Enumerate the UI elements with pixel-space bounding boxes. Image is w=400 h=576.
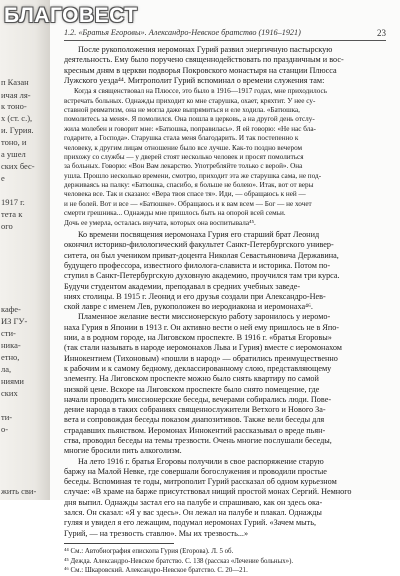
gutter-text-line: п Казан — [1, 77, 29, 87]
watermark-logo: БЛАГОВЕСТ — [4, 4, 138, 27]
gutter-text-line: х (ст. с.), — [1, 113, 33, 123]
quote-line: смерти грешника... Однажды мне пришлось быть на опорой всей семьи. — [64, 209, 286, 218]
para3-line: начали проводить миссионерские беседы, вечерами собирались люди. Пове- — [64, 394, 332, 404]
para2-line: окончил историко-филологический факультет Санкт-Петербургского универ- — [64, 240, 334, 250]
para1-line: деятельность. Ему было поручено священнодействовать по праздничным и вос- — [64, 55, 344, 65]
para4-line: баржу на Малой Невке, где совершали богослужения и проводили простые — [64, 466, 327, 476]
gutter-text-line: кафе- — [1, 304, 21, 314]
para2-line: будущего профессора, известного филолога-слависта и историка. Потом по- — [64, 260, 331, 270]
gutter-text-line: ичая ля- — [1, 90, 31, 100]
para3-line: (так стали называть в народе иеромонахов Льва и Гурия) вместе с иеромонахом — [64, 343, 342, 353]
para3-line: низкой цене. Вскоре на Лиговском проспекте было снято помещение, где — [64, 384, 320, 394]
body-text — [64, 45, 390, 576]
paragraph-3 — [64, 312, 390, 456]
quote-block — [64, 87, 390, 228]
para2-line: Ко времени посвящения иеромонаха Гурия его старший брат Леонид — [78, 230, 320, 240]
gutter-text-line: тета к — [1, 209, 23, 219]
quote-line: и не болей. Вот и все — «Батюшке». Обращаюсь и к вам всем — Бог — не хочет — [64, 199, 312, 208]
gutter-text-line: етно, — [1, 352, 20, 362]
quote-line: жила молебен и говорит мне: «Батюшка, поправилась». Я ей говорю: «Не нас бла- — [64, 124, 316, 133]
header-rule — [64, 40, 386, 41]
para3-line: дение народа в таких собраниях священнослужители Ветхого и Нового За- — [64, 405, 326, 415]
para4-line: зался. Он сказал: «Я у вас здесь». Он лежал на палубе и плакал. Однажды — [64, 508, 322, 518]
gutter-text-line: сти- — [1, 328, 16, 338]
quote-line: ставной ревматизм, она не могла даже выпрямиться и еле ходила. «Батюшка, — [64, 105, 300, 114]
quote-line: прихожу со службы — у дверей стоят несколько человек и просят помолиться — [64, 152, 304, 161]
para4-line: беседы. Вспоминая те годы, митрополит Гурий рассказал об одном курьезном — [64, 477, 337, 487]
para4-line: На лето 1916 г. братья Егоровы получили в свое распоряжение старую — [78, 456, 324, 466]
para3-line: страдавших пьянством. Иеромонах Иннокентий рассказывал о вреде пьян- — [64, 425, 326, 435]
quote-line: годарите, а Господа». Старушка стала меня благодарить. И так постепенно к — [64, 134, 299, 143]
para3-line: к рабочим и к самому бедному, деклассированному слою, представляющему — [64, 363, 332, 373]
footnote-rule — [64, 543, 174, 544]
footnotes — [64, 543, 390, 576]
para2-line: Будучи студентом академии, преподавал в средних учебных заведе- — [64, 281, 301, 291]
page-number: 23 — [377, 28, 386, 38]
gutter-text-line: ИЗ ГУ- — [1, 316, 28, 326]
gutter-text-line: ниями — [1, 376, 24, 386]
footnote-list — [64, 547, 390, 576]
gutter-text-line: ника- — [1, 340, 21, 350]
para3-line: нии, а в родном городе, на Лиговском проспекте. В 1916 г. «братья Егоровы» — [64, 333, 332, 343]
para4-line: гуляя и увидел я его лежащим, подумал иеромонах Гурий. «Зачем мыть, — [64, 518, 316, 528]
quote-line: человеку, к другим лицам отношение было все лучше. Как-то поздно вечером — [64, 143, 303, 152]
paragraph-2 — [64, 230, 390, 312]
para3-line: ства, проводил беседы на темы трезвости. Очень многие послушали беседы, — [64, 435, 332, 445]
para1-line: После рукоположения иеромонах Гурий развил энергичную пастырскую — [78, 45, 333, 54]
book-page — [50, 0, 400, 575]
quote-line: ушла. Прошло несколько времени, смотрю, приходит эта же старушка сама, не под- — [64, 171, 322, 180]
para3-line: вета и сопровождая беседы показом диапозитивов. Также вели беседы для — [64, 415, 325, 425]
para2-line: ниях столицы. В 1915 г. Леонид и его друзья создали при Александро-Нев- — [64, 291, 326, 301]
adjacent-page-margin — [0, 0, 50, 500]
para4-line: случае: «В храме на барже присутствовал нищий простой монах Сергий. Немного — [64, 487, 352, 497]
para3-line: наха Гурия в Японии в 1913 г. Он активно вести о ней ему пришлось не в Япо- — [64, 322, 340, 332]
quote-line: Дочь ее умерла, осталась внучата, которых она воспитывала⁴⁵. — [64, 218, 256, 227]
para4-line: дня выпил. Однажды застал его на палубе и спрашиваю, как он здесь ока- — [64, 497, 323, 507]
gutter-text-line: ских бес- — [1, 161, 35, 171]
para4-line: Гурий, — на трезвость ставлю». Мы их трезвость...» — [64, 528, 249, 538]
gutter-text-line: ти- — [1, 412, 13, 422]
para1-line: кресным дням в церкви подворья Покровского монастыря на станции Плюсса — [64, 65, 337, 75]
para1-line: Лужского уезда⁴⁴. Митрополит Гурий вспоминал о времени служения там: — [64, 75, 325, 85]
gutter-text-line: е — [1, 173, 5, 183]
quote-line: за больных. Говорю: «Вон Вам лекарство. Употребляйте только с верой». Она — [64, 162, 303, 171]
para2-line: ситета, он был учеником приват-доцента Николая Севастьяновича Державина, — [64, 250, 339, 260]
para3-line: Пламенное желание вести миссионерскую работу заронилось у иеромо- — [78, 312, 331, 322]
quote-line: помолитесь за меня». Я помолился. Она пошла в церковь, а на другой день отслу- — [64, 115, 315, 124]
footnotes-line: ⁴⁵ Дежда. Александро-Невское братство. С. 138 (рассказ «Лечение больных»). — [64, 557, 294, 565]
gutter-text-line: к тоно- — [1, 101, 27, 111]
gutter-text-line: ла, — [1, 364, 12, 374]
gutter-text-line: тоно, и — [1, 137, 27, 147]
footnotes-line: ⁴⁶ См.: Шкаровский. Александро-Невское братство. С. 20—21. — [64, 567, 248, 575]
gutter-text-line: 1917 г. — [1, 197, 25, 207]
gutter-text-line: о- — [1, 424, 9, 434]
paragraph-1 — [64, 45, 390, 86]
gutter-text-line: а ушел — [1, 149, 26, 159]
gutter-text-line: и. Гурия. — [1, 125, 34, 135]
quote-line: Когда я священствовал на Плюссе, это было в 1916—1917 годах, мне приходилось — [74, 87, 327, 96]
running-title: 1.2. «Братья Егоровы». Александро-Невское братство (1916–1921) — [64, 28, 301, 37]
gutter-text-line: ого — [1, 221, 13, 231]
para2-line: ской лавре с именем Лев, рукоположен во иеродиакона и иеромонаха⁴⁶. — [64, 302, 313, 312]
quote-line: встречать больных. Однажды приходит ко мне старушка, охает, кряхтит. У нее су- — [64, 96, 316, 105]
quote-line: человека все. Так и сказано: «Вера твоя спасе тя». Иди, — обращаюсь к ней — — [64, 190, 306, 199]
gutter-text-line: ских — [1, 388, 18, 398]
quote-line: держиваясь на палку: «Батюшка, спасибо, я больше не болею». Итак, вот от веры — [64, 181, 314, 190]
paragraph-4 — [64, 457, 390, 539]
para3-line: многие бросили пить алкоголизм. — [64, 446, 182, 456]
gutter-text-line: жить сви- — [1, 486, 37, 496]
para3-line: элементу. На Лиговском проспекте можно было снять квартиру по самой — [64, 374, 319, 384]
footnotes-line: ⁴⁴ См.: Автобиография епископа Гурия (Егорова). Л. 5 об. — [64, 547, 234, 555]
para2-line: ступил в Санкт-Петербургскую духовную академию, проучился там три курса. — [64, 271, 340, 281]
para3-line: Иннокентием (Тихоновым) «пошли в народ» — обратились преимущественно — [64, 353, 338, 363]
